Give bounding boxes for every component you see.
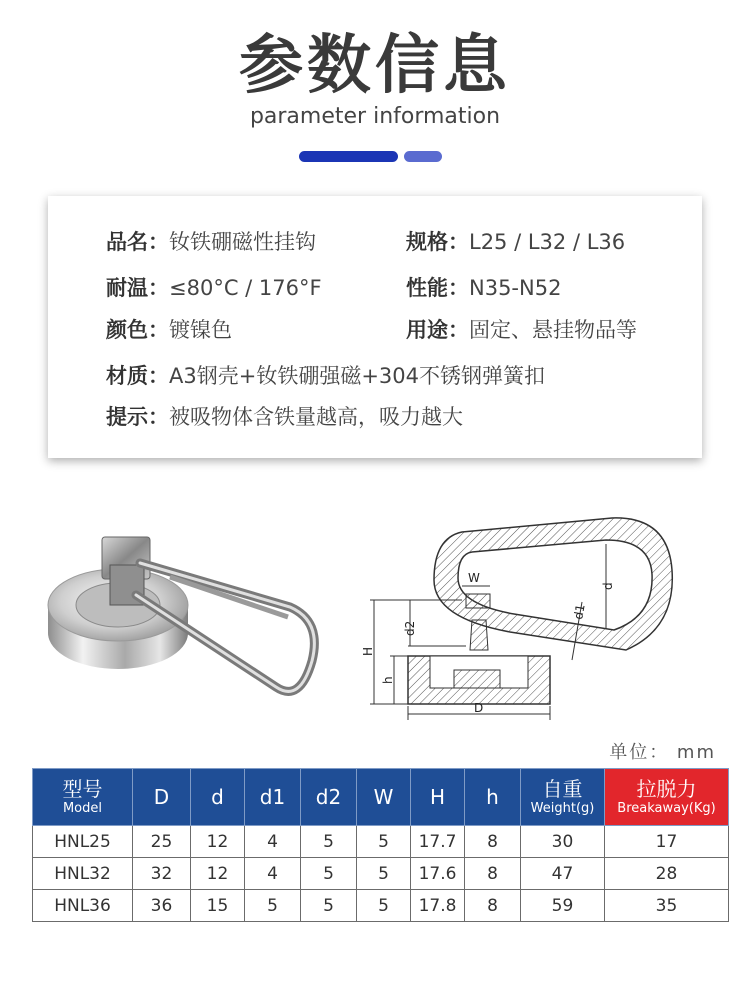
param-tip xyxy=(106,401,463,431)
cell-model: HNL32 xyxy=(33,858,133,890)
cell-weight: 47 xyxy=(521,858,605,890)
cell-model: HNL25 xyxy=(33,826,133,858)
unit-label: 单位： mm xyxy=(609,742,716,763)
cell-D: 32 xyxy=(133,858,191,890)
cell-h: 8 xyxy=(465,826,521,858)
product-image xyxy=(40,525,340,715)
spec-table xyxy=(32,768,729,922)
header-breakaway-cn: 拉脱力 xyxy=(636,776,697,801)
diagram-label-d: d xyxy=(601,582,615,590)
header-weight-cn: 自重 xyxy=(542,776,583,801)
cell-breakaway: 35 xyxy=(605,890,729,922)
cell-d2: 5 xyxy=(301,858,357,890)
diagram-label-w: W xyxy=(468,571,480,585)
param-temp xyxy=(106,272,322,302)
dimension-diagram xyxy=(350,510,700,730)
param-color-label: 颜色： xyxy=(106,318,169,342)
cell-d: 12 xyxy=(191,858,245,890)
param-tip-label: 提示： xyxy=(106,405,169,429)
param-spec-value: L25 / L32 / L36 xyxy=(469,230,626,254)
diagram-label-d2: d2 xyxy=(403,620,417,636)
title-underline-short xyxy=(404,151,442,162)
param-material-label: 材质： xyxy=(106,364,169,388)
header-breakaway-en: Breakaway(Kg) xyxy=(617,800,716,816)
param-perf xyxy=(406,272,561,302)
cell-d2: 5 xyxy=(301,890,357,922)
cell-d1: 4 xyxy=(245,858,301,890)
param-perf-label: 性能： xyxy=(406,276,469,300)
cell-model: HNL36 xyxy=(33,890,133,922)
diagram-label-D: D xyxy=(474,701,484,715)
cell-d2: 5 xyxy=(301,826,357,858)
header-D: D xyxy=(133,769,191,826)
param-tip-value: 被吸物体含铁量越高，吸力越大 xyxy=(169,405,463,429)
param-temp-value: ≤80°C / 176°F xyxy=(169,276,322,300)
param-spec xyxy=(406,226,625,256)
table-row xyxy=(33,890,729,922)
cell-breakaway: 28 xyxy=(605,858,729,890)
param-name-label: 品名： xyxy=(106,230,169,254)
param-name-value: 钕铁硼磁性挂钩 xyxy=(169,230,316,254)
header-d2: d2 xyxy=(301,769,357,826)
param-perf-value: N35-N52 xyxy=(469,276,562,300)
cell-W: 5 xyxy=(357,826,411,858)
header-model-en: Model xyxy=(62,800,103,816)
param-color xyxy=(106,314,232,344)
diagram-label-h-lower: h xyxy=(381,676,395,684)
table-row xyxy=(33,826,729,858)
param-material-value: A3钢壳+钕铁硼强磁+304不锈钢弹簧扣 xyxy=(169,364,545,388)
cell-H: 17.6 xyxy=(411,858,465,890)
header-h: h xyxy=(465,769,521,826)
title-underline-long xyxy=(299,151,398,162)
param-color-value: 镀镍色 xyxy=(169,318,232,342)
header-model-cn: 型号 xyxy=(62,776,103,801)
param-name xyxy=(106,226,316,256)
header-weight xyxy=(521,769,605,826)
header-W: W xyxy=(357,769,411,826)
header-d: d xyxy=(191,769,245,826)
param-use-value: 固定、悬挂物品等 xyxy=(469,318,637,342)
cell-h: 8 xyxy=(465,890,521,922)
spec-table-header-row xyxy=(33,769,729,826)
cell-d1: 4 xyxy=(245,826,301,858)
parameter-card xyxy=(48,196,702,458)
header-breakaway xyxy=(605,769,729,826)
cell-d1: 5 xyxy=(245,890,301,922)
cell-H: 17.8 xyxy=(411,890,465,922)
table-row xyxy=(33,858,729,890)
diagram-label-h-upper: H xyxy=(361,646,375,656)
cell-H: 17.7 xyxy=(411,826,465,858)
param-material xyxy=(106,360,545,390)
header-weight-en: Weight(g) xyxy=(530,800,595,816)
cell-d: 12 xyxy=(191,826,245,858)
cell-d: 15 xyxy=(191,890,245,922)
header-d1: d1 xyxy=(245,769,301,826)
cell-W: 5 xyxy=(357,890,411,922)
param-use-label: 用途： xyxy=(406,318,469,342)
cell-D: 25 xyxy=(133,826,191,858)
header-model xyxy=(33,769,133,826)
cell-W: 5 xyxy=(357,858,411,890)
page-subtitle: parameter information xyxy=(249,104,501,129)
header-H: H xyxy=(411,769,465,826)
page-title: 参数信息 xyxy=(239,29,511,103)
cell-D: 36 xyxy=(133,890,191,922)
param-temp-label: 耐温： xyxy=(106,276,169,300)
cell-weight: 30 xyxy=(521,826,605,858)
param-use xyxy=(406,314,637,344)
cell-h: 8 xyxy=(465,858,521,890)
cell-weight: 59 xyxy=(521,890,605,922)
cell-breakaway: 17 xyxy=(605,826,729,858)
diagram-label-d1: d1 xyxy=(571,603,588,621)
param-spec-label: 规格： xyxy=(406,230,469,254)
